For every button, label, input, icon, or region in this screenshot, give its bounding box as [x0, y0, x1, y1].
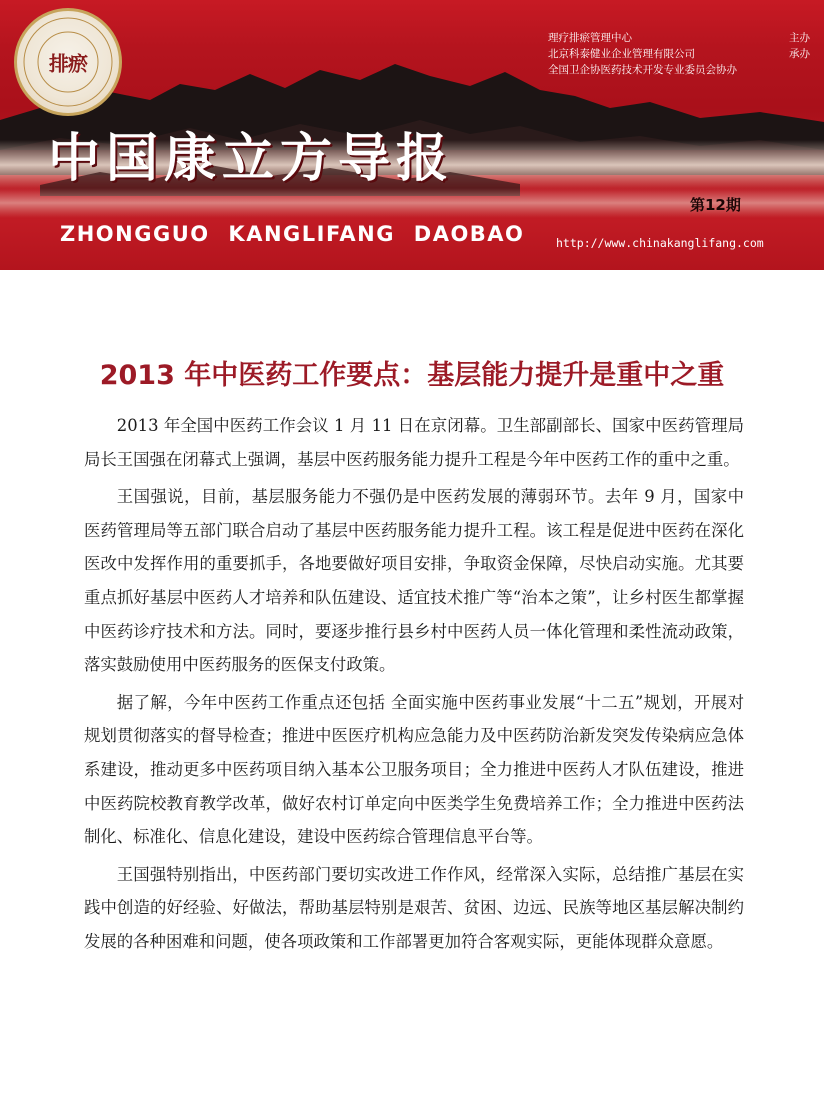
issue-number: 第12期: [690, 196, 741, 214]
logo-center-text: 排瘀: [49, 51, 87, 76]
masthead-banner: [0, 0, 824, 270]
article-paragraph: 王国强特别指出，中医药部门要切实改进工作作风，经常深入实际，总结推广基层在实践中创造的好经验、好做法，帮助基层特别是艰苦、贫困、边远、民族等地区基层解决制约发展的各种困难和问题，使各项政策和工作部署更加符合客观实际，更能体现群众意愿。: [84, 864, 744, 951]
article-headline: 2013 年中医药工作要点：基层能力提升是重中之重: [99, 360, 725, 392]
organizer-row: [548, 46, 810, 62]
website-url: http://www.chinakanglifang.com: [556, 236, 764, 250]
newspaper-title-chinese: 中国康立方导报: [48, 129, 455, 189]
organizer-row: [548, 30, 810, 46]
article-body: [84, 409, 744, 963]
organizer-name: 理疗排瘀管理中心: [548, 32, 632, 44]
organizers-list: [548, 30, 810, 78]
organizer-name: 全国卫企协医药技术开发专业委员会协办: [548, 64, 737, 76]
logo-seal: [14, 8, 122, 116]
organizer-name: 北京科泰健业企业管理有限公司: [548, 48, 695, 60]
organizer-role: 承办: [789, 48, 810, 60]
organizer-role: 主办: [789, 32, 810, 44]
article-paragraph: 2013 年全国中医药工作会议 1 月 11 日在京闭幕。卫生部副部长、国家中医药管理局局长王国强在闭幕式上强调，基层中医药服务能力提升工程是今年中医药工作的重中之重。: [84, 416, 744, 469]
article-paragraph: 据了解，今年中医药工作重点还包括 全面实施中医药事业发展“十二五”规划，开展对规划贯彻落实的督导检查；推进中医医疗机构应急能力及中医药防治新发突发传染病应急体系建设，推动更多中医药项目纳入基本公卫服务项目；全力推进中医药人才队伍建设，推进中医药院校教育教学改革，做好农村订单定向中医类学生免费培养工作；全力推进中医药法制化、标准化、信息化建设，建设中医药综合管理信息平台等。: [84, 692, 744, 847]
newspaper-title-pinyin: ZHONGGUO KANGLIFANG DAOBAO: [60, 222, 525, 246]
article-paragraph: 王国强说，目前，基层服务能力不强仍是中医药发展的薄弱环节。去年 9 月，国家中医药管理局等五部门联合启动了基层中医药服务能力提升工程。该工程是促进中医药在深化医改中发挥作用的重要抓手，各地要做好项目安排，争取资金保障，尽快启动实施。尤其要重点抓好基层中医药人才培养和队伍建设、适宜技术推广等“治本之策”，让乡村医生都掌握中医药诊疗技术和方法。同时，要逐步推行县乡村中医药人员一体化管理和柔性流动政策，落实鼓励使用中医药服务的医保支付政策。: [84, 487, 744, 675]
organizer-row: [548, 62, 810, 78]
